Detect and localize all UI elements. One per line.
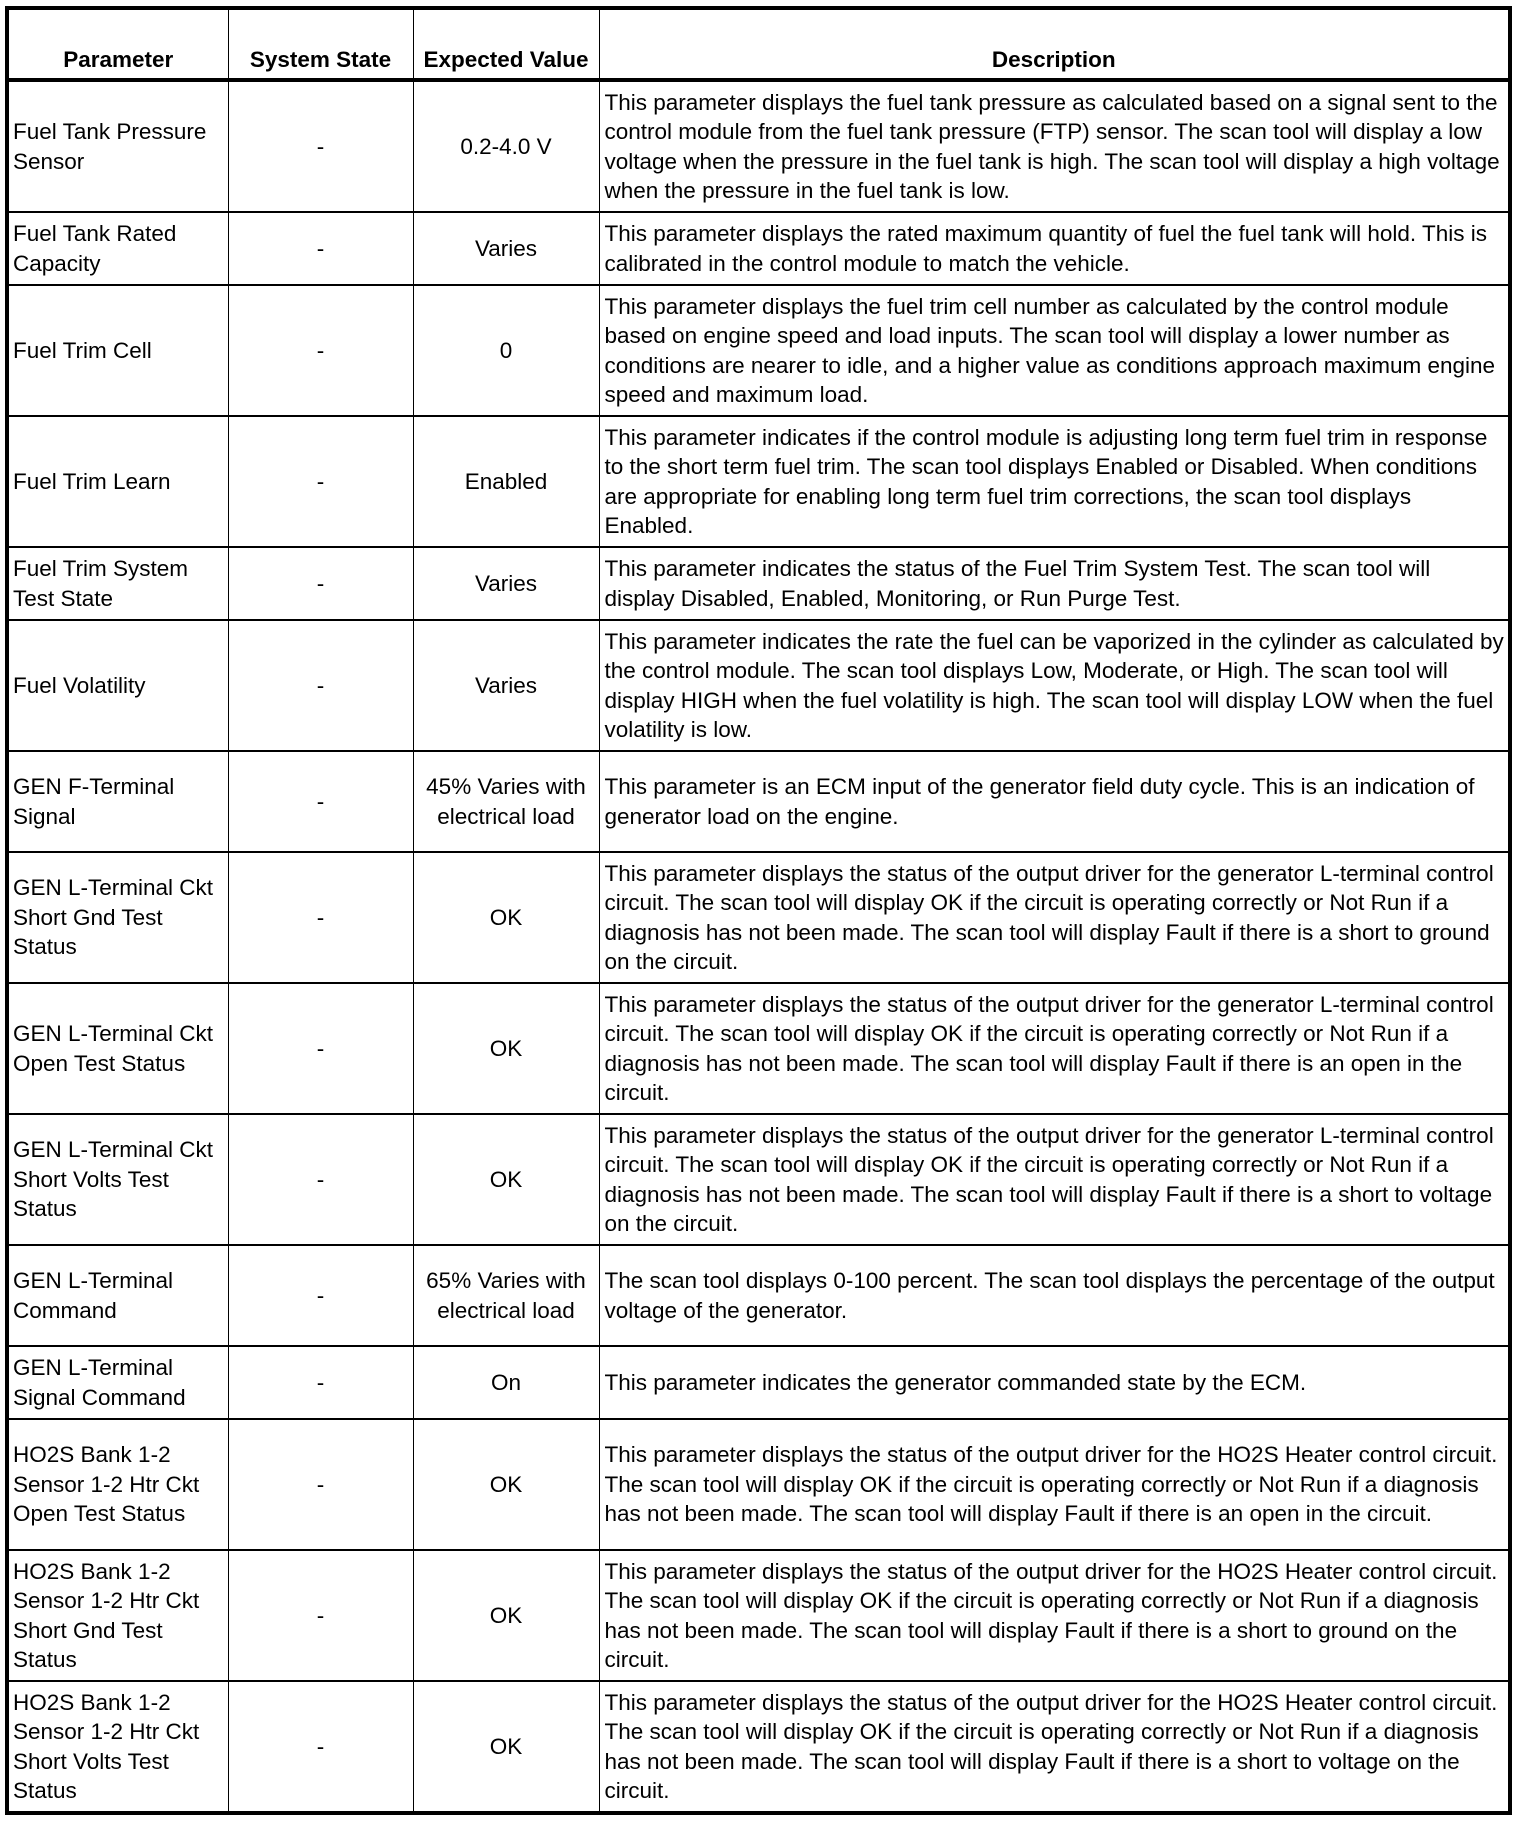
table-row [7, 1681, 1510, 1813]
parameter-cell: HO2S Bank 1-2 Sensor 1-2 Htr Ckt Open Test Status [7, 1419, 228, 1550]
parameter-cell: GEN L-Terminal Ckt Open Test Status [7, 983, 228, 1114]
system-state-cell: - [228, 547, 413, 620]
header-system-state: System State [228, 8, 413, 80]
table-row [7, 1245, 1510, 1346]
description-cell: This parameter is an ECM input of the generator field duty cycle. This is an indication of generator load on the engine. [599, 751, 1510, 852]
table-row [7, 852, 1510, 983]
description-cell: This parameter displays the status of the output driver for the generator L-terminal control circuit. The scan tool will display OK if the circuit is operating correctly or Not Run if a diagnosis has not been made. The scan tool will display Fault if there is a short to ground on the circuit. [599, 852, 1510, 983]
table-row [7, 983, 1510, 1114]
expected-value-cell: Varies [413, 212, 599, 285]
expected-value-cell: On [413, 1346, 599, 1419]
description-cell: This parameter indicates the rate the fuel can be vaporized in the cylinder as calculated by the control module. The scan tool displays Low, Moderate, or High. The scan tool will display HIGH when the fuel volatility is high. The scan tool will display LOW when the fuel volatility is low. [599, 620, 1510, 751]
system-state-cell: - [228, 1681, 413, 1813]
expected-value-cell: Varies [413, 547, 599, 620]
expected-value-cell: 0.2-4.0 V [413, 80, 599, 212]
description-cell: The scan tool displays 0-100 percent. The scan tool displays the percentage of the output voltage of the generator. [599, 1245, 1510, 1346]
table-row [7, 416, 1510, 547]
system-state-cell: - [228, 620, 413, 751]
table-row [7, 1114, 1510, 1245]
table-row [7, 547, 1510, 620]
system-state-cell: - [228, 285, 413, 416]
description-cell: This parameter displays the status of the output driver for the generator L-terminal control circuit. The scan tool will display OK if the circuit is operating correctly or Not Run if a diagnosis has not been made. The scan tool will display Fault if there is a short to voltage on the circuit. [599, 1114, 1510, 1245]
system-state-cell: - [228, 751, 413, 852]
parameter-cell: GEN F-Terminal Signal [7, 751, 228, 852]
parameter-cell: GEN L-Terminal Ckt Short Gnd Test Status [7, 852, 228, 983]
system-state-cell: - [228, 1550, 413, 1681]
description-cell: This parameter displays the fuel trim cell number as calculated by the control module based on engine speed and load inputs. The scan tool will display a lower number as conditions are nearer to idle, and a higher value as conditions approach maximum engine speed and maximum load. [599, 285, 1510, 416]
parameter-cell: Fuel Trim System Test State [7, 547, 228, 620]
description-cell: This parameter indicates the generator commanded state by the ECM. [599, 1346, 1510, 1419]
header-description: Description [599, 8, 1510, 80]
parameter-table-container [5, 6, 1512, 1815]
scan-tool-parameter-table [5, 6, 1512, 1815]
parameter-cell: Fuel Trim Learn [7, 416, 228, 547]
table-row [7, 1346, 1510, 1419]
expected-value-cell: 0 [413, 285, 599, 416]
parameter-cell: Fuel Tank Pressure Sensor [7, 80, 228, 212]
header-expected-value: Expected Value [413, 8, 599, 80]
expected-value-cell: OK [413, 1114, 599, 1245]
parameter-cell: GEN L-Terminal Signal Command [7, 1346, 228, 1419]
table-row [7, 1550, 1510, 1681]
parameter-cell: GEN L-Terminal Command [7, 1245, 228, 1346]
description-cell: This parameter indicates the status of the Fuel Trim System Test. The scan tool will display Disabled, Enabled, Monitoring, or Run Purge Test. [599, 547, 1510, 620]
table-row [7, 1419, 1510, 1550]
expected-value-cell: 45% Varies with electrical load [413, 751, 599, 852]
parameter-cell: Fuel Volatility [7, 620, 228, 751]
expected-value-cell: OK [413, 852, 599, 983]
expected-value-cell: 65% Varies with electrical load [413, 1245, 599, 1346]
description-cell: This parameter displays the status of the output driver for the HO2S Heater control circuit. The scan tool will display OK if the circuit is operating correctly or Not Run if a diagnosis has not been made. The scan tool will display Fault if there is a short to voltage on the circuit. [599, 1681, 1510, 1813]
description-cell: This parameter displays the rated maximum quantity of fuel the fuel tank will hold. This is calibrated in the control module to match the vehicle. [599, 212, 1510, 285]
description-cell: This parameter displays the status of the output driver for the generator L-terminal control circuit. The scan tool will display OK if the circuit is operating correctly or Not Run if a diagnosis has not been made. The scan tool will display Fault if there is an open in the circuit. [599, 983, 1510, 1114]
header-row [7, 8, 1510, 80]
expected-value-cell: OK [413, 983, 599, 1114]
system-state-cell: - [228, 80, 413, 212]
expected-value-cell: Enabled [413, 416, 599, 547]
header-parameter: Parameter [7, 8, 228, 80]
expected-value-cell: OK [413, 1550, 599, 1681]
description-cell: This parameter displays the status of the output driver for the HO2S Heater control circuit. The scan tool will display OK if the circuit is operating correctly or Not Run if a diagnosis has not been made. The scan tool will display Fault if there is a short to ground on the circuit. [599, 1550, 1510, 1681]
table-row [7, 212, 1510, 285]
parameter-cell: GEN L-Terminal Ckt Short Volts Test Status [7, 1114, 228, 1245]
parameter-cell: Fuel Tank Rated Capacity [7, 212, 228, 285]
parameter-cell: HO2S Bank 1-2 Sensor 1-2 Htr Ckt Short Volts Test Status [7, 1681, 228, 1813]
system-state-cell: - [228, 983, 413, 1114]
system-state-cell: - [228, 1346, 413, 1419]
system-state-cell: - [228, 852, 413, 983]
system-state-cell: - [228, 416, 413, 547]
system-state-cell: - [228, 1419, 413, 1550]
parameter-cell: Fuel Trim Cell [7, 285, 228, 416]
description-cell: This parameter displays the status of the output driver for the HO2S Heater control circuit. The scan tool will display OK if the circuit is operating correctly or Not Run if a diagnosis has not been made. The scan tool will display Fault if there is an open in the circuit. [599, 1419, 1510, 1550]
description-cell: This parameter displays the fuel tank pressure as calculated based on a signal sent to the control module from the fuel tank pressure (FTP) sensor. The scan tool will display a low voltage when the pressure in the fuel tank is high. The scan tool will display a high voltage when the pressure in the fuel tank is low. [599, 80, 1510, 212]
description-cell: This parameter indicates if the control module is adjusting long term fuel trim in response to the short term fuel trim. The scan tool displays Enabled or Disabled. When conditions are appropriate for enabling long term fuel trim corrections, the scan tool displays Enabled. [599, 416, 1510, 547]
expected-value-cell: Varies [413, 620, 599, 751]
expected-value-cell: OK [413, 1419, 599, 1550]
system-state-cell: - [228, 212, 413, 285]
system-state-cell: - [228, 1245, 413, 1346]
table-row [7, 285, 1510, 416]
expected-value-cell: OK [413, 1681, 599, 1813]
table-row [7, 751, 1510, 852]
table-row [7, 80, 1510, 212]
system-state-cell: - [228, 1114, 413, 1245]
parameter-cell: HO2S Bank 1-2 Sensor 1-2 Htr Ckt Short Gnd Test Status [7, 1550, 228, 1681]
table-row [7, 620, 1510, 751]
